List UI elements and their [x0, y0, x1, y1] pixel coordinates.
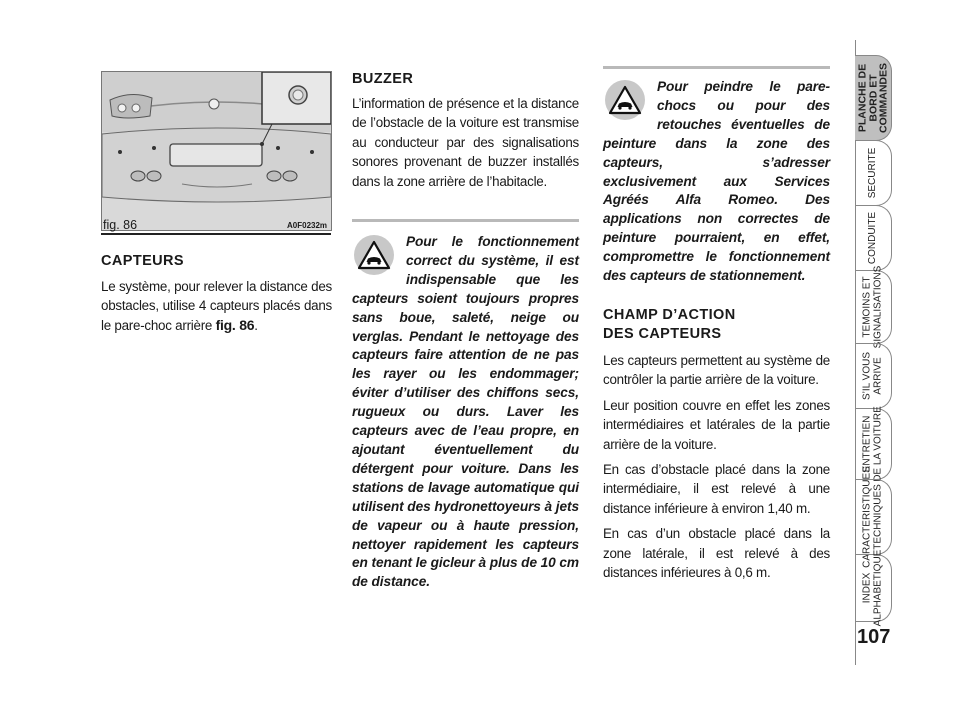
tab-sil-vous-arrive[interactable]	[855, 343, 892, 409]
tab-conduite[interactable]	[855, 205, 892, 271]
tab-label-line: TEMOINS ET	[861, 276, 873, 338]
tab-label	[868, 148, 879, 199]
car-rear-illustration	[102, 72, 331, 230]
tab-temoins[interactable]	[855, 265, 892, 349]
champ-paragraph: En cas d’un obstacle placé dans la zone latérale, il est relevé à des distances inférieures à 0,6 m.	[603, 526, 830, 581]
page-number: 107	[857, 626, 891, 648]
tab-label	[863, 266, 884, 349]
warning-paint-rule-top	[603, 66, 830, 69]
tab-label-line: INDEX	[861, 572, 873, 604]
capteurs-heading: CAPTEURS	[101, 253, 184, 269]
tab-label-line: SECURITE	[866, 147, 878, 199]
warning-maintenance-text: Pour le fonctionnement correct du système, il est indispensable que les capteurs soient toujours propres sans boue, saleté, neige ou verglas. Pendant le nettoyage des capteurs faire attention de ne pas les rayer ou les endommager; éviter d’utiliser des chiffons secs, rugueux ou durs. Laver les capteurs avec de l’eau propre, en ajoutant éventuellement du détergent pour voiture. Dans les stations de lavage automatique qui utilisent des hydronettoyeurs à jets de vapeur ou à haute pression, nettoyer rapidement les capteurs en tenant le gicleur à plus de 10 cm de distance.	[352, 234, 579, 590]
buzzer-text: L’information de présence et la distance de l’obstacle de la voiture est transmise au conducteur par des signalisations sonores provenant de buzzer installés dans la zone arrière de l’habitacle.	[352, 96, 579, 189]
tab-caracteristiques[interactable]	[855, 466, 892, 568]
champ-paragraph: Leur position couvre en effet les zones intermédiaires et latérales de la partie arrière de la voiture.	[603, 397, 830, 452]
tab-label-line: BORD ET	[866, 74, 879, 122]
champ-heading-line1: CHAMP D’ACTION	[603, 307, 736, 323]
tab-label-line: TECHNIQUES	[872, 484, 883, 550]
champ-paragraph: Les capteurs permettent au système de contrôler la partie arrière de la voiture.	[603, 353, 830, 388]
section-buzzer	[352, 70, 579, 191]
warning-paint-text: Pour peindre le pare-chocs ou pour des retouches éventuelles de peinture dans la zone des capteurs, s’adresser exclusivement aux Services Agréés Alfa Romeo. Des applications non correctes de peinture pourraient, en effet, compromettre le fonctionnement des capteurs de stationnement.	[603, 79, 830, 284]
capteurs-text	[101, 277, 332, 335]
warning-rule-top	[352, 219, 579, 222]
tab-label-line: S’IL VOUS	[861, 352, 873, 400]
tab-label	[857, 63, 889, 133]
champ-heading	[603, 306, 830, 344]
champ-text	[603, 351, 830, 582]
figure-rear-bumper	[101, 71, 332, 231]
tab-label-line: PLANCHE DE	[856, 63, 869, 133]
tab-securite[interactable]	[855, 140, 892, 206]
tab-label-line: SIGNALISATIONS	[872, 265, 883, 349]
tab-label	[863, 550, 884, 627]
champ-paragraph: En cas d’obstacle placé dans la zone intermédiaire, il est relevé à une distance inférieure à environ 1,40 m.	[603, 462, 830, 516]
tab-label-line: ENTRETIEN	[861, 415, 873, 473]
capteurs-text-main: Le système, pour relever la distance des obstacles, utilise 4 capteurs placés dans le pare-choc arrière	[101, 279, 332, 333]
capteurs-fig-ref: fig. 86	[215, 316, 255, 333]
tab-label-line: COMMANDES	[877, 63, 890, 133]
buzzer-heading: BUZZER	[352, 71, 414, 87]
warning-maintenance	[352, 233, 579, 592]
section-capteurs	[101, 252, 332, 335]
tab-planche-de-bord[interactable]	[855, 55, 892, 141]
tab-label-line: ALPHABETIQUE	[872, 549, 883, 627]
figure-rule	[101, 233, 331, 235]
tab-label-line: CARACTERISTIQUES	[861, 466, 873, 568]
tab-label-line: ARRIVE	[872, 357, 883, 395]
warning-paint	[603, 78, 830, 286]
figure-code: A0F0232m	[287, 221, 328, 230]
warning-paint-icon-spacer	[603, 78, 657, 120]
section-champ-action	[603, 306, 830, 588]
tab-label	[868, 212, 879, 264]
tab-label-line: CONDUITE	[866, 211, 878, 265]
capteurs-text-end: .	[254, 317, 258, 333]
tab-label	[863, 352, 884, 400]
tab-label-line: DE LA VOITURE	[872, 406, 883, 482]
warning-icon-spacer	[352, 233, 406, 275]
figure-caption: fig. 86	[103, 218, 138, 232]
champ-heading-line2: DES CAPTEURS	[603, 326, 722, 342]
tab-index[interactable]	[855, 549, 892, 627]
